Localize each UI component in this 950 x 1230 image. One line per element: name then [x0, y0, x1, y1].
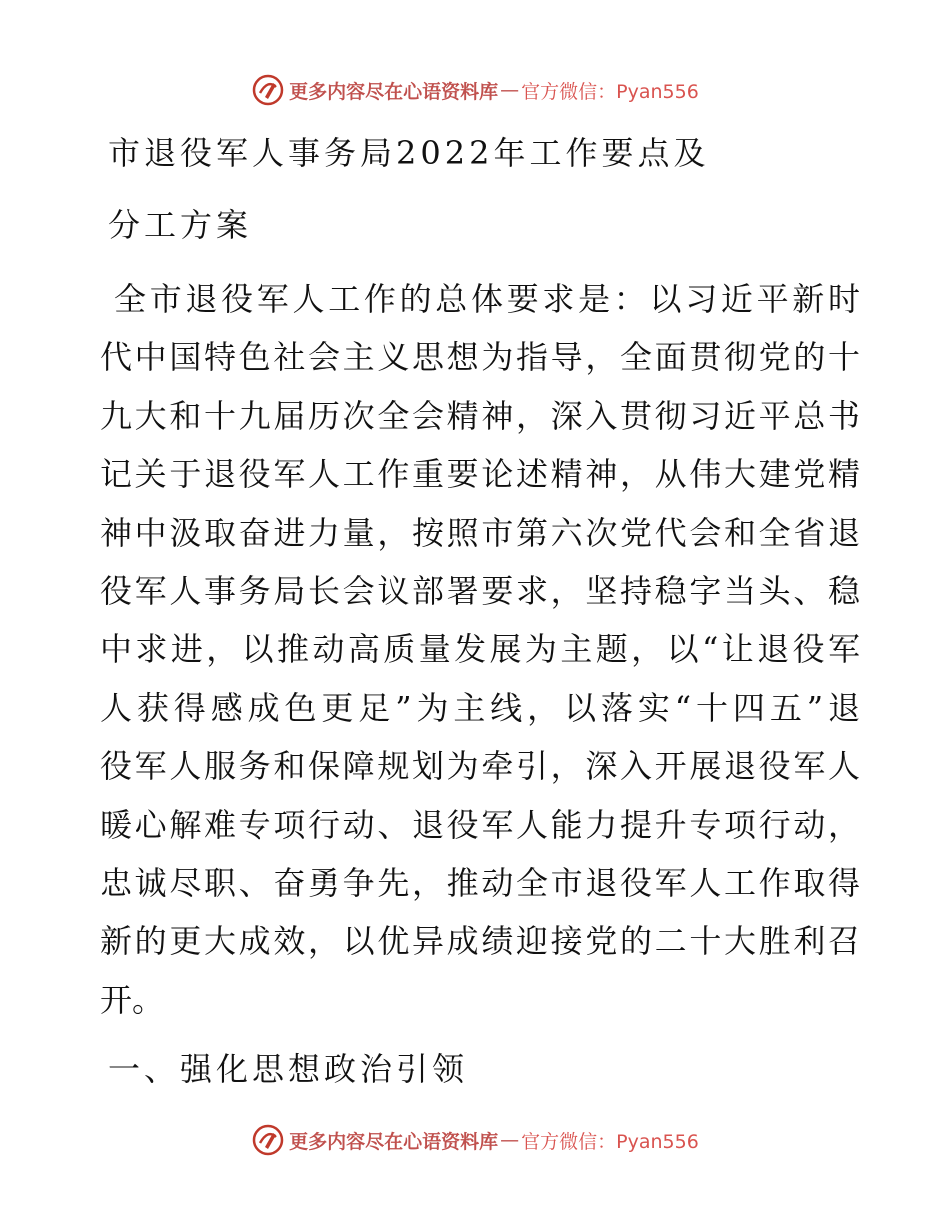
paragraph-line: 暖心解难专项行动、退役军人能力提升专项行动，: [100, 805, 860, 844]
watermark-dash: —: [500, 79, 520, 101]
watermark-dash: —: [500, 1129, 520, 1151]
watermark-text: 更多内容尽在心语资料库: [289, 1130, 499, 1153]
watermark-contact: 官方微信：Pyan556: [521, 80, 699, 103]
paragraph-line: 神中汲取奋进力量，按照市第六次党代会和全省退: [100, 513, 860, 552]
document-title-line-2: 分工方案: [108, 206, 253, 244]
paragraph-line: 九大和十九届历次全会精神，深入贯彻习近平总书: [100, 396, 860, 435]
paragraph-line: 忠诚尽职、奋勇争先，推动全市退役军人工作取得: [100, 863, 860, 902]
paragraph-line: 记关于退役军人工作重要论述精神，从伟大建党精: [100, 455, 860, 494]
paragraph-line: 代中国特色社会主义思想为指导，全面贯彻党的十: [100, 338, 860, 377]
paragraph-line: 新的更大成效，以优异成绩迎接党的二十大胜利召: [100, 922, 860, 961]
watermark-text: 更多内容尽在心语资料库: [289, 80, 499, 103]
watermark-logo-icon: [251, 1123, 285, 1157]
paragraph-line: 全市退役军人工作的总体要求是：以习近平新时: [114, 280, 860, 318]
watermark-footer: [0, 1120, 950, 1160]
paragraph-line: 役军人服务和保障规划为牵引，深入开展退役军人: [100, 747, 860, 786]
paragraph-line: 中求进，以推动高质量发展为主题，以“让退役军: [100, 630, 860, 669]
body-paragraph: [100, 270, 860, 1029]
watermark-logo-icon: [251, 73, 285, 107]
watermark-header: [0, 70, 950, 110]
paragraph-line: 人获得感成色更足”为主线，以落实“十四五”退: [100, 688, 860, 727]
paragraph-line: 役军人事务局长会议部署要求，坚持稳字当头、稳: [100, 571, 860, 610]
watermark-contact: 官方微信：Pyan556: [521, 1130, 699, 1153]
paragraph-line: 开。: [100, 980, 165, 1019]
document-title-line-1: 市退役军人事务局2022年工作要点及: [108, 134, 710, 172]
section-heading: 一、强化思想政治引领: [108, 1050, 469, 1088]
